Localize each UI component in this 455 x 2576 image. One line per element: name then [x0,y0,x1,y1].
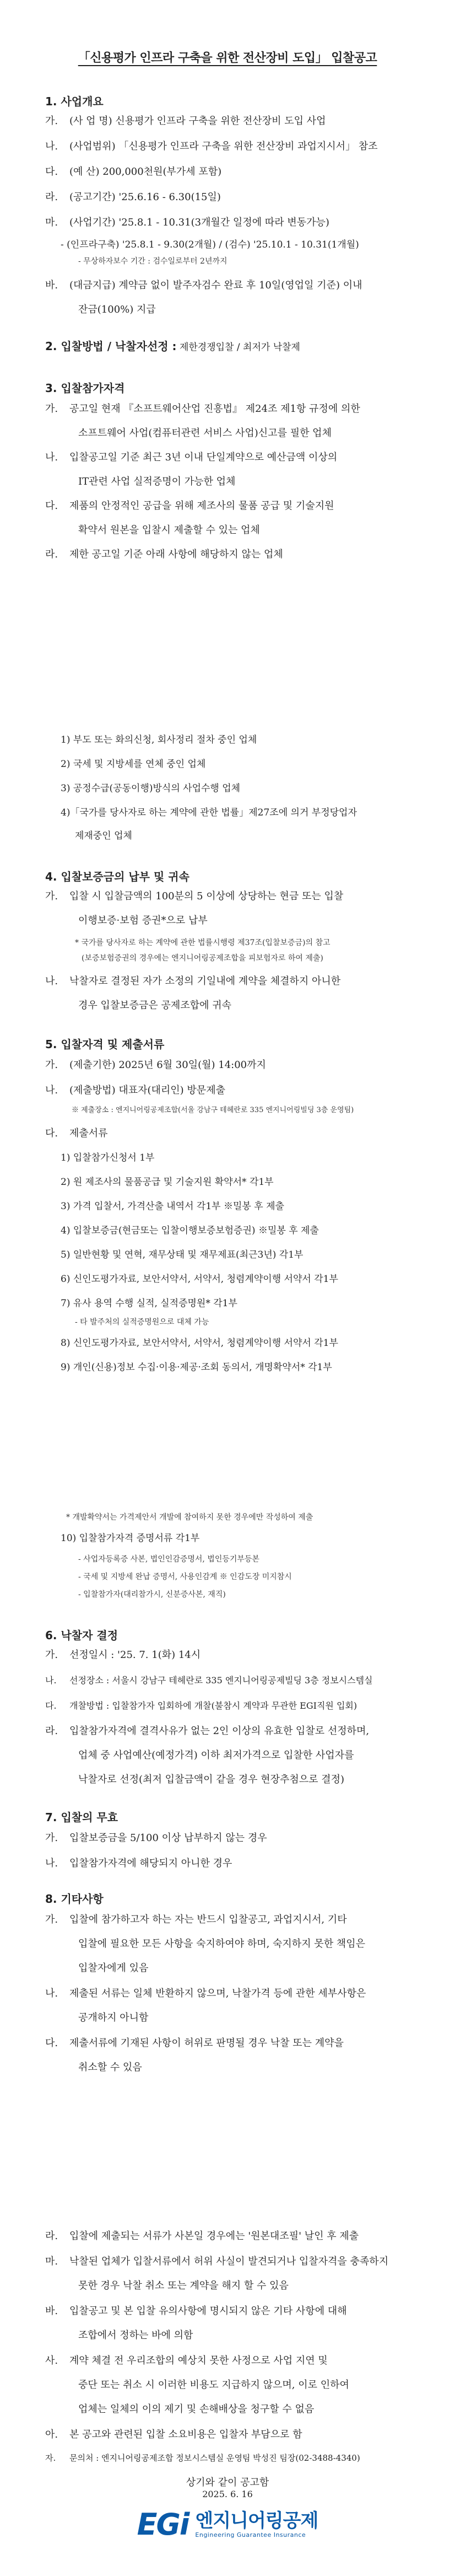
company-logo [0,2508,455,2541]
other-item-d: 라. 입찰에 제출되는 서류가 사본일 경우에는 '원본대조필' 날인 후 제출 [45,2230,359,2242]
other-item-e-cont: 못한 경우 낙찰 취소 또는 계약을 해지 할 수 있음 [78,2280,289,2291]
other-item-g-cont: 업체는 일체의 이의 제기 및 손해배상을 청구할 수 없음 [78,2403,315,2415]
submission-doc: 1) 입찰참가신청서 1부 [61,1152,155,1163]
submission-doc: 2) 원 제조사의 물품공급 및 기술지원 확약서* 각1부 [61,1177,274,1188]
eligibility-item-b-cont: IT관련 사업 실적증명이 가능한 업체 [78,476,236,487]
overview-item-scope: 나. (사업범위) 「신용평가 인프라 구축을 위한 전산장비 과업지시서」 참조 [45,141,378,152]
overview-period-detail: - (인프라구축) '25.8.1 - 9.30(2개월) / (검수) '25.10.1 - 10.31(1개월) [61,239,359,250]
eligibility-item-b: 나. 입찰공고일 기준 최근 3년 이내 단일계약으로 예산금액 이상의 [45,452,338,463]
award-method: 다. 개찰방법 : 입찰참가자 입회하에 개찰(불참시 계약과 무관한 EGI직원 입회) [45,1700,358,1711]
other-item-g: 사. 계약 체결 전 우리조합의 예상치 못한 사정으로 사업 지연 및 [45,2355,328,2366]
other-item-c: 다. 제출서류에 기재된 사항이 허위로 판명될 경우 낙찰 또는 계약을 [45,2037,344,2049]
exclusion-item: 2) 국세 및 지방세를 연체 중인 업체 [61,759,206,770]
eligibility-item-d: 라. 제한 공고일 기준 아래 사항에 해당하지 않는 업체 [45,549,283,560]
award-criteria-cont: 업체 중 사업예산(예정가격) 이하 최저가격으로 입찰한 사업자를 [78,1749,354,1761]
eligibility-item-c-cont: 확약서 원본을 입찰시 제출할 수 있는 업체 [78,524,260,536]
other-item-f-cont: 조합에서 정하는 바에 의함 [78,2330,193,2341]
deposit-note: (보증보험증권의 경우에는 엔지니어링공제조합을 피보험자로 하여 제출) [82,954,323,963]
deposit-note: * 국가를 당사자로 하는 계약에 관한 법률시행령 제37조(입찰보증금)의 참고 [75,938,331,947]
invalid-item-a: 가. 입찰보증금을 5/100 이상 납부하지 않는 경우 [45,1832,267,1844]
logo-company-subtitle: Engineering Guarantee Insurance [195,2531,306,2539]
eligibility-item-a-cont: 소프트웨어 사업(컴퓨터관련 서비스 사업)신고를 필한 업체 [78,427,332,439]
other-item-c-cont: 취소할 수 있음 [78,2062,142,2073]
award-criteria: 라. 입찰참가자격에 결격사유가 없는 2인 이상의 유효한 입찰로 선정하며, [45,1725,370,1737]
submission-location-note: ※ 제출장소 : 엔지니어링공제조합(서울 강남구 테헤란로 335 엔지니어링빌딩 3층 운영팀) [72,1106,354,1114]
award-place: 나. 선정장소 : 서울시 강남구 테헤란로 335 엔지니어링공제빌딩 3층 정보시스템실 [45,1675,373,1686]
section-heading-invalid: 7. 입찰의 무효 [45,1811,118,1824]
overview-item-name: 가. (사 업 명) 신용평가 인프라 구축을 위한 전산장비 도입 사업 [45,115,326,127]
submission-doc: 4) 입찰보증금(현금또는 입찰이행보증보험증권) ※밀봉 후 제출 [61,1225,319,1236]
other-item-h: 아. 본 공고와 관련된 입찰 소요비용은 입찰자 부담으로 함 [45,2429,302,2440]
overview-item-project-period: 마. (사업기간) '25.8.1 - 10.31(3개월간 일정에 따라 변동가능) [45,217,329,228]
submission-estimate-note: * 개발확약서는 가격제안서 개발에 참여하지 못한 경우에만 작성하여 제출 [66,1513,313,1522]
other-item-f: 바. 입찰공고 및 본 입찰 유의사항에 명시되지 않은 기타 사항에 대해 [45,2305,347,2317]
submission-doc-sub: - 국세 및 지방세 완납 증명서, 사용인감계 ※ 인감도장 미지참시 [78,1573,292,1581]
overview-item-budget: 다. (예 산) 200,000천원(부가세 포함) [45,166,222,178]
award-criteria-cont: 낙찰자로 선정(최저 입찰금액이 같을 경우 현장추첨으로 결정) [78,1774,345,1785]
section-heading-deposit: 4. 입찰보증금의 납부 및 귀속 [45,870,189,883]
submission-doc-sub: - 사업자등록증 사본, 법인인감증명서, 법인등기부등본 [78,1555,259,1564]
submission-doc: 5) 일반현황 및 연혁, 재무상태 및 재무제표(최근3년) 각1부 [61,1249,304,1260]
logo-company-name: 엔지니어링공제 [195,2509,318,2532]
notice-date: 2025. 6. 16 [202,2489,253,2499]
overview-payment-cont: 잔금(100%) 지급 [78,304,156,315]
award-date: 가. 선정일시 : '25. 7. 1(화) 14시 [45,1649,201,1661]
submission-doc: 3) 가격 입찰서, 가격산출 내역서 각1부 ※밀봉 후 제출 [61,1201,284,1212]
overview-item-notice-period: 라. (공고기간) '25.6.16 - 6.30(15일) [45,191,221,203]
other-item-e: 마. 낙찰된 업체가 입찰서류에서 허위 사실이 발견되거나 입찰자격을 충족하지 [45,2256,389,2267]
deposit-item-a: 가. 입찰 시 입찰금액의 100분의 5 이상에 상당하는 현금 또는 입찰 [45,890,344,902]
submission-method: 나. (제출방법) 대표자(대리인) 방문제출 [45,1085,225,1096]
submission-deadline: 가. (제출기한) 2025년 6월 30일(월) 14:00까지 [45,1059,266,1071]
submission-doc: 9) 개인(신용)정보 수집·이용·제공·조회 동의서, 개명확약서* 각1부 [61,1362,332,1373]
other-item-a: 가. 입찰에 참가하고자 하는 자는 반드시 입찰공고, 과업지시서, 기타 [45,1914,347,1925]
section-heading-other: 8. 기타사항 [45,1892,104,1906]
other-item-a-cont: 입찰에 필요한 모든 사항을 숙지하여야 하며, 숙지하지 못한 책임은 [78,1938,365,1950]
page-title: 「신용평가 인프라 구축을 위한 전산장비 도입」 입찰공고 [78,51,377,65]
section-heading-overview: 1. 사업개요 [45,95,104,108]
egi-logo-icon: EGi [137,2507,189,2542]
deposit-item-b: 나. 낙찰자로 결정된 자가 소정의 기일내에 계약을 체결하지 아니한 [45,975,341,987]
section-heading-submission: 5. 입찰자격 및 제출서류 [45,1038,165,1051]
closing-statement: 상기와 같이 공고함 [186,2477,269,2488]
eligibility-item-c: 다. 제품의 안정적인 공급을 위해 제조사의 물품 공급 및 기술지원 [45,500,334,512]
other-item-b-cont: 공개하지 아니함 [78,2012,149,2024]
submission-doc: 6) 신인도평가자료, 보안서약서, 서약서, 청렴계약이행 서약서 각1부 [61,1274,338,1285]
submission-doc-note: - 타 발주처의 실적증명원으로 대체 가능 [75,1318,209,1327]
exclusion-item: 4)「국가를 당사자로 하는 계약에 관한 법률」제27조에 의거 부정당업자 [61,807,357,818]
section-heading-award: 6. 낙찰자 결정 [45,1629,118,1642]
submission-doc: 8) 신인도평가자료, 보안서약서, 서약서, 청렴계약이행 서약서 각1부 [61,1338,338,1349]
invalid-item-b: 나. 입찰참가자격에 해당되지 아니한 경우 [45,1858,232,1869]
exclusion-item-cont: 제재중인 업체 [75,830,132,841]
overview-item-payment: 바. (대금지급) 계약금 없이 발주자검수 완료 후 10일(영업일 기준) 이내 [45,280,362,291]
other-item-a-cont: 입찰자에게 있음 [78,1962,149,1974]
exclusion-item: 1) 부도 또는 화의신청, 회사정리 절차 중인 업체 [61,734,257,745]
other-item-b: 나. 제출된 서류는 일체 반환하지 않으며, 낙찰가격 등에 관한 세부사항은 [45,1988,366,1999]
submission-doc: 10) 입찰참가자격 증명서류 각1부 [61,1533,200,1544]
exclusion-item: 3) 공정수급(공동이행)방식의 사업수행 업체 [61,783,241,794]
submission-doc: 7) 유사 용역 수행 실적, 실적증명원* 각1부 [61,1298,237,1309]
contact-info: 자. 문의처 : 엔지니어링공제조합 정보시스템실 운영팀 박성진 팀장(02-3488-4340) [45,2453,360,2463]
section-heading-method: 2. 입찰방법 / 낙찰자선정 : 제한경쟁입찰 / 최저가 낙찰제 [45,340,300,353]
overview-warranty-note: - 무상하자보수 기간 : 검수일로부터 2년까지 [78,257,228,266]
section-heading-eligibility: 3. 입찰참가자격 [45,382,125,395]
submission-docs-heading: 다. 제출서류 [45,1128,108,1139]
deposit-item-b-cont: 경우 입찰보증금은 공제조합에 귀속 [78,1000,231,1011]
other-item-g-cont: 중단 또는 취소 시 이러한 비용도 지급하지 않으며, 이로 인하여 [78,2379,349,2391]
eligibility-item-a: 가. 공고일 현재 『소프트웨어산업 진흥법』 제24조 제1항 규정에 의한 [45,403,360,415]
submission-doc-sub: - 입찰참가자(대리참가시, 신분증사본, 재직) [78,1590,226,1599]
deposit-item-a-cont: 이행보증·보험 증권*으로 납부 [78,915,208,926]
